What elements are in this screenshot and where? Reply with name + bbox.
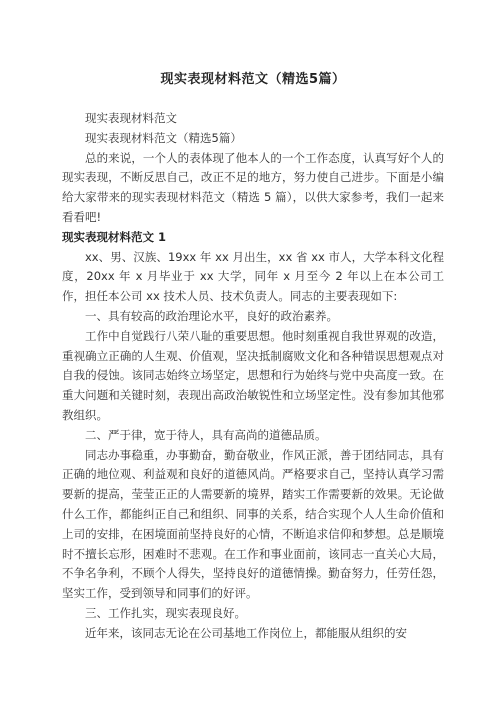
- document-title: 现实表现材料范文（精选5篇）: [160, 72, 346, 87]
- point-1-heading: 一、具有较高的政治理论水平，良好的政治素养。: [85, 308, 338, 323]
- intro-line-1: 现实表现材料范文: [85, 111, 177, 125]
- intro-line-2: 现实表现材料范文（精选5篇）: [85, 130, 242, 145]
- point-3-body: 近年来，该同志无论在公司基地工作岗位上，都能服从组织的安: [85, 625, 407, 640]
- section-heading: 现实表现材料范文 1: [62, 229, 167, 244]
- point-1-body: 工作中自觉践行八荣八耻的重要思想。他时刻重视自我世界观的改造，重视确立正确的人生观、价值观，坚决抵制腐败文化和各种错误思想观点对自我的侵蚀。该同志始终立场坚定，思想和行为始终与党中央高度一致。在重大问题和关键时刻，表现出高政治敏锐性和立场坚定性。没有参加其他邪教组织。: [62, 328, 444, 422]
- point-2-heading: 二、严于律，宽于待人，具有高尚的道德品质。: [85, 427, 327, 442]
- point-2-body: 同志办事稳重，办事勤奋，勤奋敬业，作风正派，善于团结同志，具有正确的地位观、利益观和良好的道德风尚。严格要求自己，坚持认真学习需要新的提高，莹莹正正的人需要新的境界，踏实工作需要新的效果。无论做什么工作，都能纠正自己和组织、同事的关系，结合实现个人人生命价值和上司的安排，在困境面前坚持良好的心情，不断追求信仰和梦想。总是顺境时不擅长忘形，困难时不悲观。在工作和事业面前，该同志一直关心大局，不争名争利，不顾个人得失，坚持良好的道德情操。勤奋努力，任劳任怨，坚实工作，受到领导和同事们的好评。: [62, 447, 444, 601]
- intro-paragraph: xx、男、汉族、19xx 年 xx 月出生，xx 省 xx 市人，大学本科文化程度，20xx 年 x 月毕业于 xx 大学，同年 x 月至今 2 年以上在本公司工作，担任本公司 xx 技术人员、技术负责人。同志的主要表现如下:: [62, 249, 444, 304]
- point-3-heading: 三、工作扎实，现实表现良好。: [85, 605, 246, 620]
- summary-paragraph: 总的来说，一个人的表体现了他本人的一个工作态度，认真写好个人的现实表现，不断反思自己，改正不足的地方，努力使自己进步。下面是小编给大家带来的现实表现材料范文（精选 5 篇），以供大家参考，我们一起来看看吧!: [62, 150, 444, 224]
